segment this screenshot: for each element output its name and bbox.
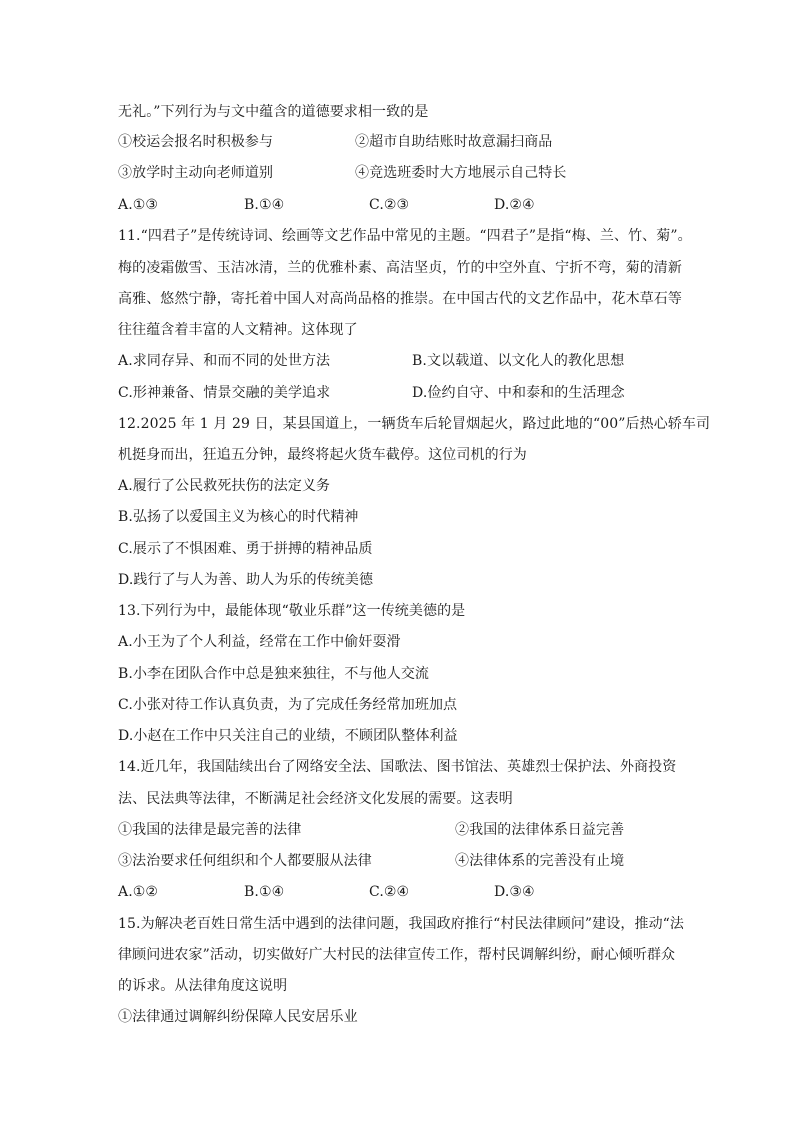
q10-item-4: ④竞选班委时大方地展示自己特长 (355, 165, 567, 181)
q11-stem-line-1: 11.“四君子”是传统诗词、绘画等文艺作品中常见的主题。“四君子”是指“梅、兰、竹、菊”。 (118, 228, 692, 244)
q10-item-3: ③放学时主动向老师道别 (118, 165, 274, 181)
q14-item-1: ①我国的法律是最完善的法律 (118, 822, 302, 838)
q14-item-4: ④法律体系的完善没有止境 (455, 853, 625, 869)
q12-stem-line-2: 机挺身而出，狂追五分钟，最终将起火货车截停。这位司机的行为 (118, 447, 527, 463)
q14-item-2: ②我国的法律体系日益完善 (455, 822, 625, 838)
q12-choice-a: A.履行了公民救死扶伤的法定义务 (118, 478, 331, 494)
q10-choice-b: B.①④ (244, 197, 285, 213)
q10-stem-end: 无礼。”下列行为与文中蕴含的道德要求相一致的是 (118, 104, 429, 120)
q12-choice-c: C.展示了不惧困难、勇于拼搏的精神品质 (118, 541, 373, 557)
q12-choice-d: D.践行了与人为善、助人为乐的传统美德 (118, 572, 374, 588)
q13-stem-line-1: 13.下列行为中，最能体现“敬业乐群”这一传统美德的是 (118, 603, 466, 619)
q15-stem-line-2: 律顾问进农家”活动，切实做好广大村民的法律宣传工作，帮村民调解纠纷，耐心倾听群众 (118, 947, 676, 963)
q14-choice-d: D.③④ (494, 884, 535, 900)
q11-stem-line-3: 高雅、悠然宁静，寄托着中国人对高尚品格的推崇。在中国古代的文艺作品中，花木草石等 (118, 291, 682, 307)
q10-choice-a: A.①③ (118, 197, 159, 213)
q15-stem-line-1: 15.为解决老百姓日常生活中遇到的法律问题，我国政府推行“村民法律顾问”建设，推动“法 (118, 916, 685, 932)
q11-choice-b: B.文以载道、以文化人的教化思想 (412, 353, 625, 369)
q14-stem-line-2: 法、民法典等法律，不断满足社会经济文化发展的需要。这表明 (118, 791, 513, 807)
q14-stem-line-1: 14.近几年，我国陆续出台了网络安全法、国歌法、图书馆法、英雄烈士保护法、外商投资 (118, 759, 677, 775)
q14-item-3: ③法治要求任何组织和个人都要服从法律 (118, 853, 372, 869)
q15-stem-line-3: 的诉求。从法律角度这说明 (118, 978, 288, 994)
q11-choice-d: D.俭约自守、中和泰和的生活理念 (412, 385, 625, 401)
q10-choice-c: C.②③ (369, 197, 410, 213)
q13-choice-a: A.小王为了个人利益，经常在工作中偷奸耍滑 (118, 634, 401, 650)
q10-item-1: ①校运会报名时积极参与 (118, 134, 274, 150)
q12-stem-line-1: 12.2025 年 1 月 29 日，某县国道上，一辆货车后轮冒烟起火，路过此地的“00”后热心轿车司 (118, 416, 711, 432)
q11-stem-line-4: 往往蕴含着丰富的人文精神。这体现了 (118, 322, 358, 338)
q13-choice-d: D.小赵在工作中只关注自己的业绩，不顾团队整体利益 (118, 728, 458, 744)
q13-choice-b: B.小李在团队合作中总是独来独往，不与他人交流 (118, 666, 430, 682)
q12-choice-b: B.弘扬了以爱国主义为核心的时代精神 (118, 509, 359, 525)
q14-choice-a: A.①② (118, 884, 159, 900)
q11-choice-c: C.形神兼备、情景交融的美学追求 (118, 385, 331, 401)
q11-stem-line-2: 梅的凌霜傲雪、玉洁冰清，兰的优雅朴素、高洁坚贞，竹的中空外直、宁折不弯，菊的清新 (118, 260, 682, 276)
q10-choice-d: D.②④ (494, 197, 535, 213)
q15-item-1: ①法律通过调解纠纷保障人民安居乐业 (118, 1009, 358, 1025)
q14-choice-c: C.②④ (369, 884, 410, 900)
q13-choice-c: C.小张对待工作认真负责，为了完成任务经常加班加点 (118, 697, 458, 713)
q14-choice-b: B.①④ (244, 884, 285, 900)
q11-choice-a: A.求同存异、和而不同的处世方法 (118, 353, 331, 369)
q10-item-2: ②超市自助结账时故意漏扫商品 (355, 134, 553, 150)
